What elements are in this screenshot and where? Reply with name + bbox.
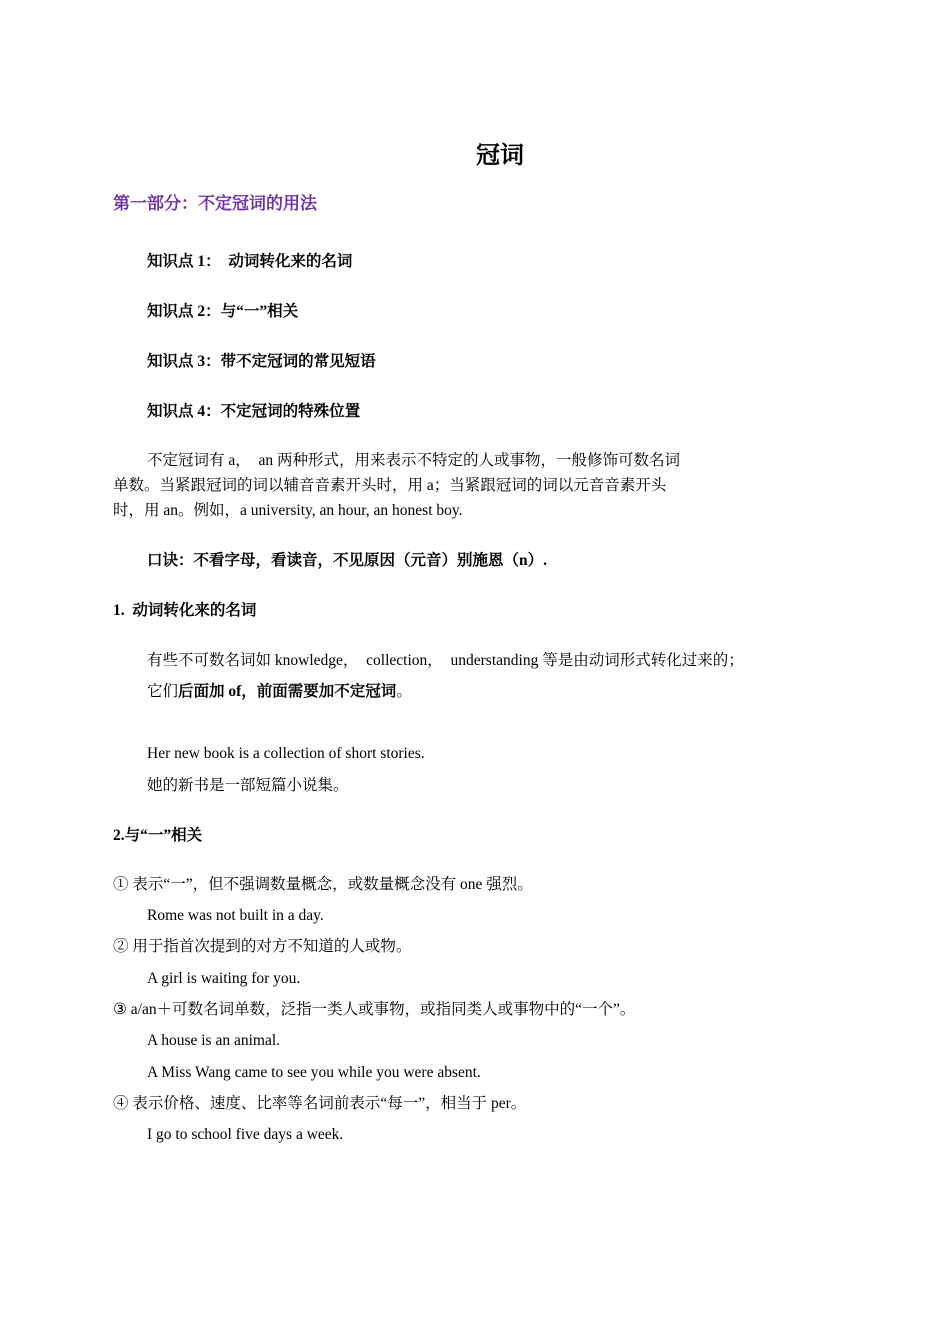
desc-prefix: 它们 bbox=[147, 683, 179, 700]
knowledge-point-4 bbox=[147, 401, 360, 423]
knowledge-point-1 bbox=[147, 251, 352, 273]
knowledge-point-label: 知识点 1： bbox=[147, 253, 221, 270]
section-1-desc-line-1: 有些不可数名词如 knowledge， collection， understanding 等是由动词形式转化过来的； bbox=[147, 652, 744, 669]
rule-4-example: I go to school five days a week. bbox=[147, 1126, 344, 1143]
rule-4: ④ 表示价格、速度、比率等名词前表示“每一”，相当于 per。 bbox=[113, 1095, 527, 1112]
intro-line-3: 时，用 an。例如，a university, an hour, an honest boy. bbox=[113, 502, 463, 519]
knowledge-point-label: 知识点 4： bbox=[147, 403, 221, 420]
intro-line-2: 单数。当紧跟冠词的词以辅音音素开头时，用 a；当紧跟冠词的词以元音音素开头 bbox=[113, 477, 667, 494]
rule-2-example: A girl is waiting for you. bbox=[147, 970, 301, 987]
rule-3-example-1: A house is an animal. bbox=[147, 1032, 281, 1049]
desc-emphasis: 后面加 of，前面需要加不定冠词 bbox=[178, 683, 397, 700]
rule-1: ① 表示“一”，但不强调数量概念，或数量概念没有 one 强烈。 bbox=[113, 876, 533, 893]
knowledge-point-2 bbox=[147, 301, 298, 323]
rule-3-example-2: A Miss Wang came to see you while you were absent. bbox=[147, 1064, 481, 1081]
section-2-heading: 2.与“一”相关 bbox=[113, 827, 203, 844]
intro-line-1: 不定冠词有 a， an 两种形式，用来表示不特定的人或事物，一般修饰可数名词 bbox=[147, 452, 681, 469]
knowledge-point-text: 与“一”相关 bbox=[220, 303, 299, 320]
section-1-example-en: Her new book is a collection of short stories. bbox=[147, 745, 425, 762]
knowledge-point-text: 不定冠词的特殊位置 bbox=[220, 403, 361, 420]
rule-3: ③ a/an＋可数名词单数，泛指一类人或事物，或指同类人或事物中的“一个”。 bbox=[113, 1001, 636, 1018]
section-1-desc-line-2 bbox=[147, 681, 412, 703]
section-1-example-zh: 她的新书是一部短篇小说集。 bbox=[147, 777, 349, 794]
section-1-heading: 1. 动词转化来的名词 bbox=[113, 602, 257, 619]
rule-2: ② 用于指首次提到的对方不知道的人或物。 bbox=[113, 938, 412, 955]
mnemonic: 口诀：不看字母，看读音，不见原因（元音）别施恩（n）. bbox=[147, 552, 547, 569]
knowledge-point-text: 带不定冠词的常见短语 bbox=[220, 353, 376, 370]
desc-suffix: 。 bbox=[396, 683, 412, 700]
rule-1-example: Rome was not built in a day. bbox=[147, 907, 324, 924]
knowledge-point-label: 知识点 2： bbox=[147, 303, 221, 320]
knowledge-point-label: 知识点 3： bbox=[147, 353, 221, 370]
knowledge-point-text: 动词转化来的名词 bbox=[220, 253, 353, 270]
knowledge-point-3 bbox=[147, 351, 376, 373]
document-title: 冠词 bbox=[476, 141, 524, 169]
part-heading: 第一部分：不定冠词的用法 bbox=[113, 194, 317, 214]
